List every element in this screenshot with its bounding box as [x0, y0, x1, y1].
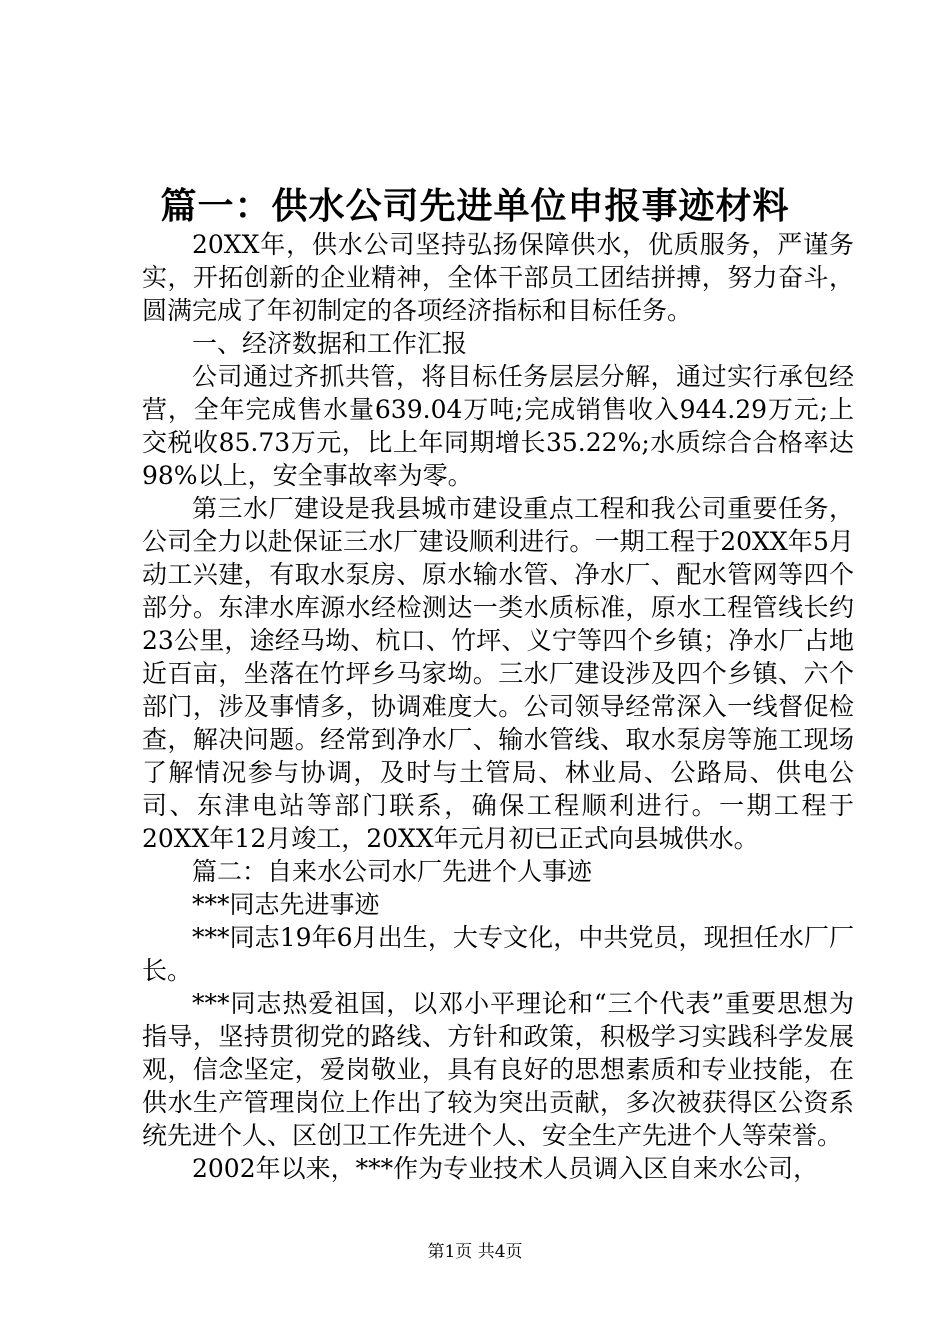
paragraph-merits: ***同志热爱祖国，以邓小平理论和“三个代表”重要思想为指导，坚持贯彻党的路线、方针和政策，积极学习实践科学发展观，信念坚定，爱岗敬业，具有良好的思想素质和专业技能，在供水生产管理岗位上作出了较为突出贡献，多次被获得区公资系统先进个人、区创卫工作先进个人、安全生产先进个人等荣誉。: [142, 989, 854, 1150]
document-body: [142, 228, 854, 1185]
paragraph-third-waterworks: 第三水厂建设是我县城市建设重点工程和我公司重要任务，公司全力以赴保证三水厂建设顺利进行。一期工程于20XX年5月动工兴建，有取水泵房、原水输水管、净水厂、配水管网等四个部分。东津水库源水经检测达一类水质标准，原水工程管线长约23公里，途经马坳、杭口、竹坪、义宁等四个乡镇；净水厂占地近百亩，坐落在竹坪乡马家坳。三水厂建设涉及四个乡镇、六个部门，涉及事情多，协调难度大。公司领导经常深入一线督促检查，解决问题。经常到净水厂、输水管线、取水泵房等施工现场了解情况参与协调，及时与土管局、林业局、公路局、供电公司、东津电站等部门联系，确保工程顺利进行。一期工程于20XX年12月竣工，20XX年元月初已正式向县城供水。: [142, 494, 854, 853]
paragraph-personal-profile: ***同志19年6月出生，大专文化，中共党员，现担任水厂厂长。: [142, 923, 854, 985]
subheading-advanced-deeds: ***同志先进事迹: [192, 890, 380, 919]
paragraph-intro: 20XX年，供水公司坚持弘扬保障供水，优质服务，严谨务实，开拓创新的企业精神，全体干部员工团结拼搏，努力奋斗，圆满完成了年初制定的各项经济指标和目标任务。: [142, 230, 854, 325]
paragraph-since-2002: 2002年以来，***作为专业技术人员调入区自来水公司，: [192, 1154, 819, 1183]
section-heading-economic-data: 一、经济数据和工作汇报: [192, 329, 468, 358]
page-footer: 第1页 共4页: [427, 1242, 523, 1262]
document-title: 篇一：供水公司先进单位申报事迹材料: [160, 185, 790, 227]
section-heading-part-two: 篇二：自来水公司水厂先进个人事迹: [192, 857, 593, 886]
paragraph-economic-figures: 公司通过齐抓共管，将目标任务层层分解，通过实行承包经营，全年完成售水量639.04万吨;完成销售收入944.29万元;上交税收85.73万元，比上年同期增长35.22%;水质综合合格率达98%以上，安全事故率为零。: [142, 362, 854, 490]
